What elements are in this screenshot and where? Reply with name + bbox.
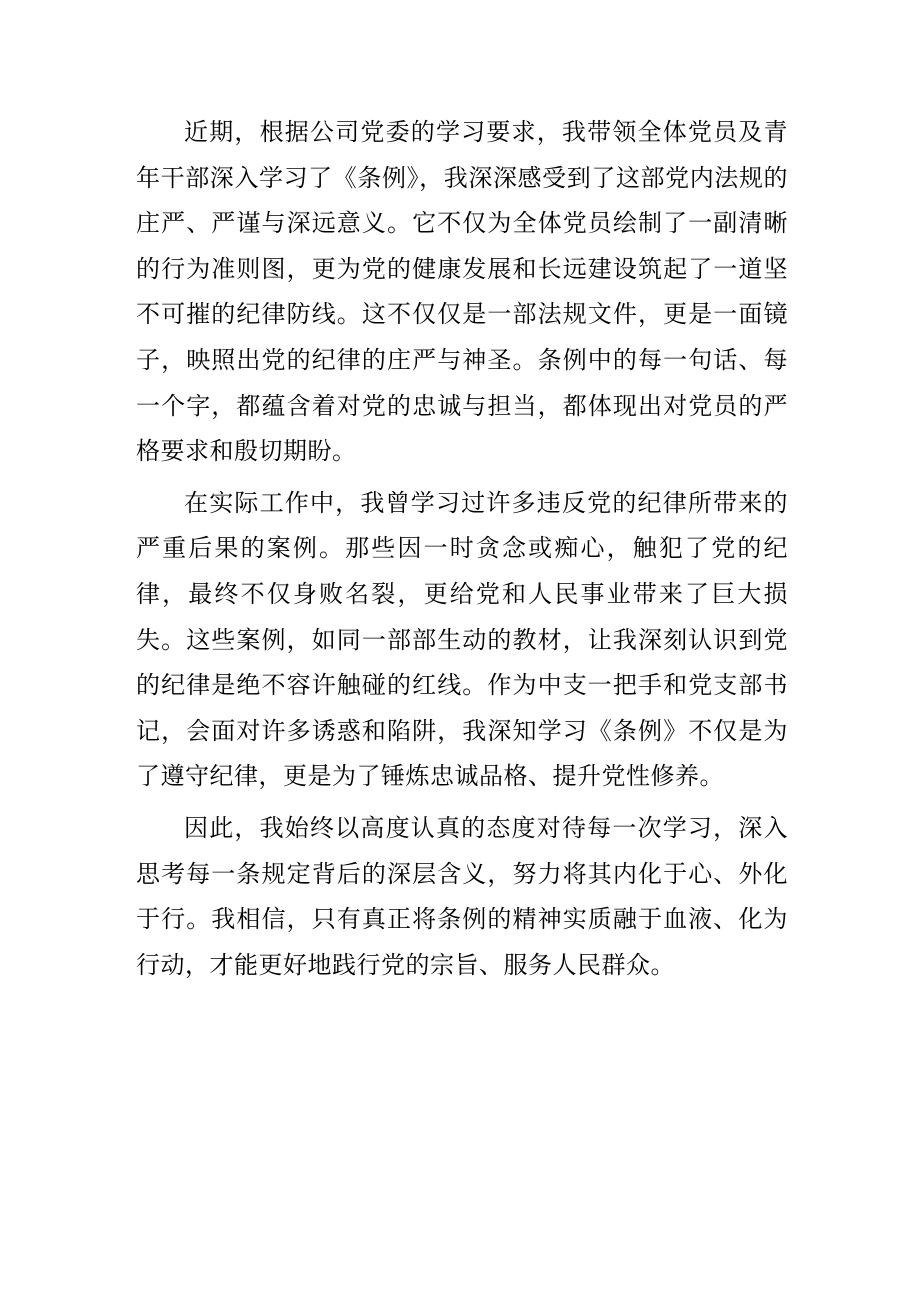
paragraph-3: 因此，我始终以高度认真的态度对待每一次学习，深入思考每一条规定背后的深层含义，努力将其内化于心、外化于行。我相信，只有真正将条例的精神实质融于血液、化为行动，才能更好地践行党的宗旨、服务人民群众。: [136, 813, 788, 979]
paragraph-2: 在实际工作中，我曾学习过许多违反党的纪律所带来的严重后果的案例。那些因一时贪念或痴心，触犯了党的纪律，最终不仅身败名裂，更给党和人民事业带来了巨大损失。这些案例，如同一部部生动的教材，让我深刻认识到党的纪律是绝不容许触碰的红线。作为中支一把手和党支部书记，会面对许多诱惑和陷阱，我深知学习《条例》不仅是为了遵守纪律，更是为了锤炼忠诚品格、提升党性修养。: [136, 488, 788, 791]
document-body: [136, 110, 788, 994]
paragraph-1: 近期，根据公司党委的学习要求，我带领全体党员及青年干部深入学习了《条例》，我深深感受到了这部党内法规的庄严、严谨与深远意义。它不仅为全体党员绘制了一副清晰的行为准则图，更为党的健康发展和长远建设筑起了一道坚不可摧的纪律防线。这不仅仅是一部法规文件，更是一面镜子，映照出党的纪律的庄严与神圣。条例中的每一句话、每一个字，都蕴含着对党的忠诚与担当，都体现出对党员的严格要求和殷切期盼。: [136, 118, 788, 466]
